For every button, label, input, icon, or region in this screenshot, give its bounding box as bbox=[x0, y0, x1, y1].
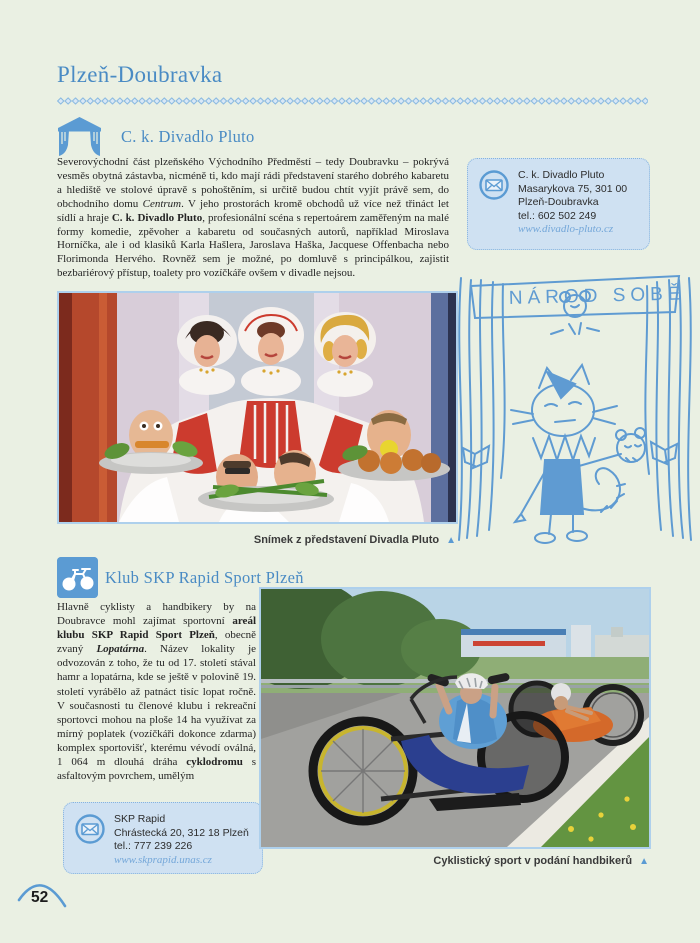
paragraph-rapid bbox=[57, 600, 256, 783]
paragraph-segment-bold-italic: Lopatárna bbox=[96, 643, 145, 656]
contact-address: Plzeň-Doubravka bbox=[518, 196, 599, 209]
contact-name: SKP Rapid bbox=[114, 813, 166, 825]
contact-address: Chrástecká 20, 312 18 Plzeň bbox=[114, 826, 249, 839]
zigzag-divider bbox=[57, 97, 648, 105]
contact-website-link[interactable]: www.skprapid.unas.cz bbox=[114, 853, 212, 866]
contact-website-link[interactable]: www.divadlo-pluto.cz bbox=[518, 223, 614, 236]
contact-phone: tel.: 777 239 226 bbox=[114, 840, 193, 853]
contact-box-rapid bbox=[63, 802, 263, 874]
caption-text: Cyklistický sport v podání handbikerů bbox=[433, 855, 633, 867]
caption-triangle-icon: ▲ bbox=[446, 535, 456, 546]
bicycle-icon bbox=[57, 557, 98, 598]
section-heading-divadlo: C. k. Divadlo Pluto bbox=[121, 127, 255, 146]
paragraph-segment: , obecně zvaný bbox=[57, 629, 256, 656]
cat-theatre-illustration bbox=[451, 268, 699, 550]
handbike-photo bbox=[259, 587, 651, 849]
contact-phone: tel.: 602 502 249 bbox=[518, 209, 597, 222]
page-title: Plzeň-Doubravka bbox=[57, 62, 223, 87]
paragraph-segment: . V jeho prostorách kromě obchodů už více než třináct let sídlí a hraje bbox=[57, 197, 449, 224]
paragraph-divadlo bbox=[57, 156, 449, 281]
paragraph-segment: Hlavně cyklisty a handbikery by na Doubravce mohl zajímat sportovní bbox=[57, 601, 256, 628]
paragraph-segment: , profesionální scéna s repertoárem zaměřeným na malé formy komedie, zpěvoher a kabaretu od současných autorů, například Miroslava Horníčka, ale i od klasiků Karla Hašlera, Jaroslava Haška, Jacquese Offenbacha nebo Florimonda Hervého. Rovněž sem je možné, po domluvě s principálkou, zajistit bezbariérový přístup, toalety pro vozíčkáře ovšem v divadle nejsou. bbox=[57, 211, 449, 280]
envelope-icon bbox=[74, 813, 106, 845]
envelope-icon bbox=[478, 169, 510, 201]
contact-box-divadlo bbox=[467, 158, 650, 250]
contact-address: Masarykova 75, 301 00 bbox=[518, 182, 628, 195]
illustration-banner-text: NÁROD SOBĚ bbox=[508, 283, 686, 309]
paragraph-segment: Severovýchodní část plzeňského Východního Předměstí – tedy Doubravku – pokrývá vesměs obytná zástavba, nicméně ti, kdo mají rádi představení starého dobrého kabaretu a hlediště ve stolové úpravě s pohoštěním, si určitě budou chtít vyjít právě sem, do obchodního domu bbox=[57, 156, 449, 210]
stage-photo bbox=[57, 291, 458, 524]
caption-text: Snímek z představení Divadla Pluto bbox=[253, 534, 440, 546]
paragraph-segment-bold: cyklodromu bbox=[186, 756, 243, 769]
photo-caption-rapid bbox=[259, 855, 649, 867]
page-number: 52 bbox=[31, 889, 49, 906]
paragraph-segment-italic: Centrum bbox=[142, 197, 182, 210]
caption-triangle-icon: ▲ bbox=[639, 856, 649, 867]
theater-stage-icon bbox=[57, 114, 102, 158]
section-heading-rapid: Klub SKP Rapid Sport Plzeň bbox=[105, 568, 304, 587]
paragraph-segment-bold: areál klubu SKP Rapid Sport Plzeň bbox=[57, 615, 256, 642]
paragraph-segment: s asfaltovým povrchem, umělým bbox=[57, 756, 256, 783]
photo-caption-divadlo bbox=[57, 534, 456, 546]
paragraph-segment: . Název lokality je odvozován z toho, že tu od 17. století stával hamr a lopatárna, kde se ještě v polovině 19. století vyrábělo až patnáct tisíc lopat ročně. V současnosti tu členové klubu i rekreační sportovci mohou na ploše 14 ha využívat za mírný poplatek (vozíčkáři dokonce zdarma) komplex sportovišť, kterému vévodí oválná, 1 064 m dlouhá dráha bbox=[57, 643, 257, 769]
contact-name: C. k. Divadlo Pluto bbox=[518, 169, 605, 181]
paragraph-segment-bold: C. k. Divadlo Pluto bbox=[111, 211, 203, 224]
